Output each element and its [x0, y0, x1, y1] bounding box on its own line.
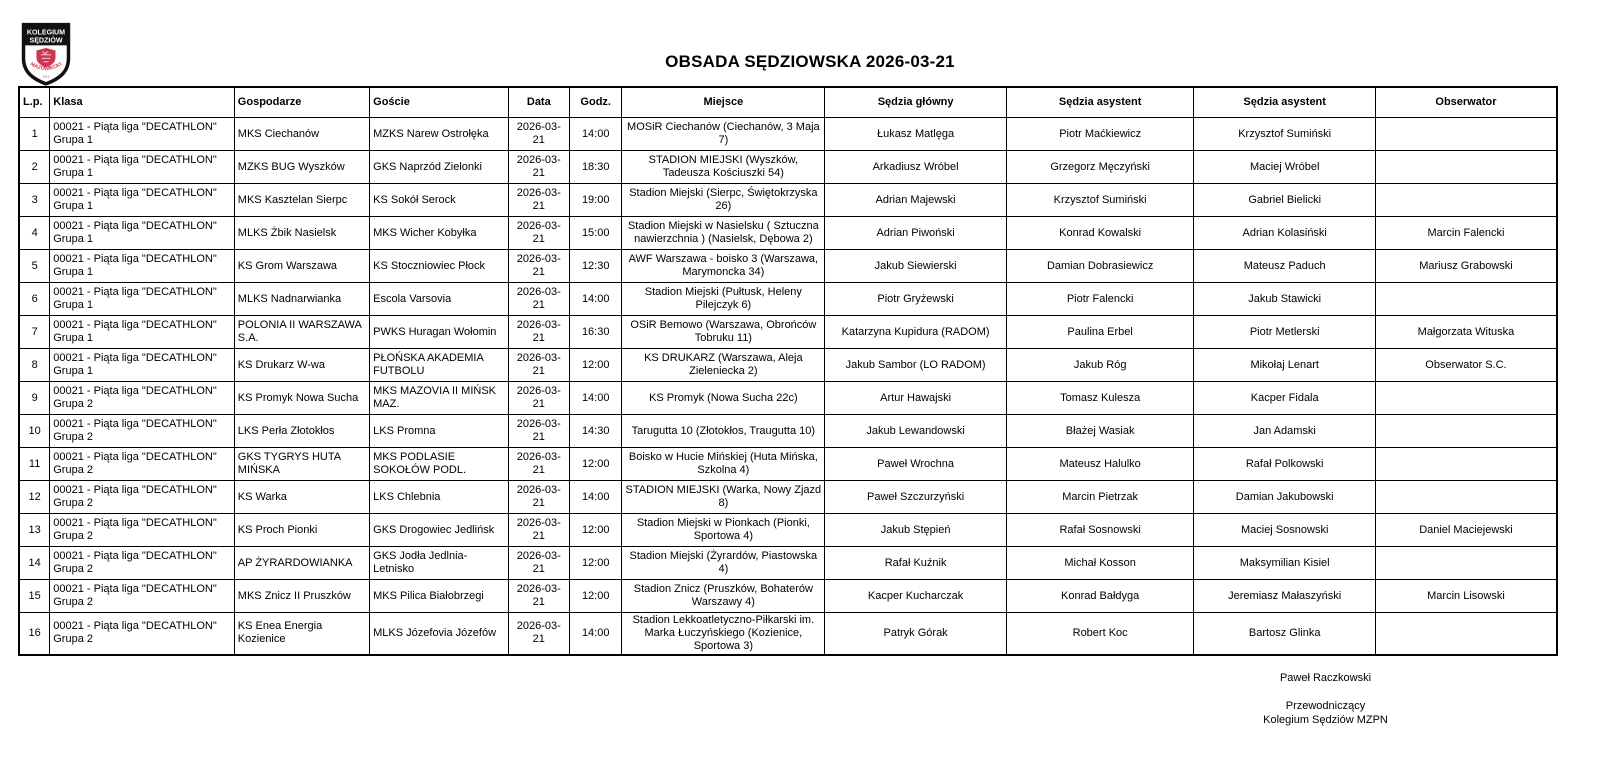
cell-gospodarze: KS Drukarz W-wa: [234, 349, 369, 382]
cell-data: 2026-03-21: [508, 415, 570, 448]
cell-miejsce: MOSiR Ciechanów (Ciechanów, 3 Maja 7): [622, 118, 825, 151]
cell-gospodarze: KS Promyk Nowa Sucha: [234, 382, 369, 415]
cell-obserwator: [1375, 613, 1557, 655]
cell-miejsce: KS DRUKARZ (Warszawa, Aleja Zieleniecka 2): [622, 349, 825, 382]
cell-obserwator: [1375, 448, 1557, 481]
cell-sedzia-asystent-1: Piotr Maćkiewicz: [1006, 118, 1194, 151]
cell-godz: 14:00: [570, 382, 622, 415]
cell-sedzia-glowny: Adrian Majewski: [825, 184, 1006, 217]
column-header-lp: L.p.: [19, 87, 50, 118]
cell-data: 2026-03-21: [508, 481, 570, 514]
cell-lp: 11: [19, 448, 50, 481]
cell-godz: 14:00: [570, 283, 622, 316]
cell-sedzia-glowny: Jakub Siewierski: [825, 250, 1006, 283]
cell-sedzia-asystent-2: Rafał Polkowski: [1194, 448, 1375, 481]
cell-data: 2026-03-21: [508, 547, 570, 580]
cell-sedzia-asystent-2: Jeremiasz Małaszyński: [1194, 580, 1375, 613]
cell-gospodarze: MKS Ciechanów: [234, 118, 369, 151]
cell-godz: 14:00: [570, 481, 622, 514]
cell-obserwator: [1375, 415, 1557, 448]
cell-goscie: LKS Promna: [370, 415, 508, 448]
table-row: [19, 118, 1557, 151]
cell-lp: 12: [19, 481, 50, 514]
cell-sedzia-asystent-1: Konrad Kowalski: [1006, 217, 1194, 250]
table-row: [19, 514, 1557, 547]
cell-obserwator: [1375, 382, 1557, 415]
cell-sedzia-glowny: Adrian Piwoński: [825, 217, 1006, 250]
cell-miejsce: Stadion Miejski (Sierpc, Świętokrzyska 26): [622, 184, 825, 217]
cell-miejsce: Stadion Miejski (Pułtusk, Heleny Pilejczyk 6): [622, 283, 825, 316]
cell-klasa: 00021 - Piąta liga "DECATHLON" Grupa 2: [50, 481, 235, 514]
cell-goscie: MKS PODLASIE SOKOŁÓW PODL.: [370, 448, 508, 481]
table-row: [19, 547, 1557, 580]
column-header-sedzia-asystent-2: Sędzia asystent: [1194, 87, 1375, 118]
logo-curved-text: MAZOWIECKI: [29, 61, 63, 73]
cell-obserwator: Obserwator S.C.: [1375, 349, 1557, 382]
cell-sedzia-asystent-2: Maksymilian Kisiel: [1194, 547, 1375, 580]
cell-sedzia-asystent-2: Mateusz Paduch: [1194, 250, 1375, 283]
cell-sedzia-asystent-2: Piotr Metlerski: [1194, 316, 1375, 349]
cell-sedzia-asystent-2: Adrian Kolasiński: [1194, 217, 1375, 250]
cell-data: 2026-03-21: [508, 448, 570, 481]
table-row: [19, 250, 1557, 283]
cell-klasa: 00021 - Piąta liga "DECATHLON" Grupa 2: [50, 514, 235, 547]
cell-goscie: GKS Naprzód Zielonki: [370, 151, 508, 184]
signer-role-line2: Kolegium Sędziów MZPN: [1263, 713, 1388, 726]
cell-obserwator: [1375, 184, 1557, 217]
cell-gospodarze: MKS Kasztelan Sierpc: [234, 184, 369, 217]
cell-lp: 2: [19, 151, 50, 184]
cell-klasa: 00021 - Piąta liga "DECATHLON" Grupa 1: [50, 151, 235, 184]
cell-gospodarze: MZKS BUG Wyszków: [234, 151, 369, 184]
cell-sedzia-asystent-2: Maciej Wróbel: [1194, 151, 1375, 184]
table-row: [19, 316, 1557, 349]
cell-miejsce: OSiR Bemowo (Warszawa, Obrońców Tobruku 11): [622, 316, 825, 349]
cell-klasa: 00021 - Piąta liga "DECATHLON" Grupa 1: [50, 283, 235, 316]
cell-obserwator: [1375, 151, 1557, 184]
cell-data: 2026-03-21: [508, 283, 570, 316]
cell-obserwator: [1375, 283, 1557, 316]
cell-obserwator: Marcin Falencki: [1375, 217, 1557, 250]
cell-godz: 18:30: [570, 151, 622, 184]
cell-data: 2026-03-21: [508, 349, 570, 382]
cell-miejsce: Stadion Miejski w Pionkach (Pionki, Sportowa 4): [622, 514, 825, 547]
cell-data: 2026-03-21: [508, 514, 570, 547]
logo-text-line2: SĘDZIÓW: [29, 36, 63, 45]
cell-sedzia-asystent-1: Robert Koc: [1006, 613, 1194, 655]
cell-godz: 15:00: [570, 217, 622, 250]
table-row: [19, 184, 1557, 217]
cell-sedzia-asystent-2: Maciej Sosnowski: [1194, 514, 1375, 547]
cell-lp: 4: [19, 217, 50, 250]
cell-sedzia-asystent-1: Jakub Róg: [1006, 349, 1194, 382]
cell-sedzia-glowny: Paweł Szczurzyński: [825, 481, 1006, 514]
table-header-row: [19, 87, 1557, 118]
cell-sedzia-glowny: Patryk Górak: [825, 613, 1006, 655]
cell-godz: 12:00: [570, 547, 622, 580]
cell-data: 2026-03-21: [508, 151, 570, 184]
cell-sedzia-glowny: Katarzyna Kupidura (RADOM): [825, 316, 1006, 349]
cell-data: 2026-03-21: [508, 382, 570, 415]
assignment-table: [18, 86, 1558, 656]
logo-text-line1: KOLEGIUM: [26, 28, 66, 37]
cell-klasa: 00021 - Piąta liga "DECATHLON" Grupa 2: [50, 448, 235, 481]
cell-gospodarze: KS Warka: [234, 481, 369, 514]
cell-goscie: GKS Jodła Jedlnia-Letnisko: [370, 547, 508, 580]
cell-sedzia-asystent-2: Krzysztof Sumiński: [1194, 118, 1375, 151]
cell-gospodarze: POLONIA II WARSZAWA S.A.: [234, 316, 369, 349]
cell-sedzia-asystent-1: Błażej Wasiak: [1006, 415, 1194, 448]
cell-data: 2026-03-21: [508, 250, 570, 283]
cell-sedzia-glowny: Kacper Kucharczak: [825, 580, 1006, 613]
cell-sedzia-glowny: Jakub Lewandowski: [825, 415, 1006, 448]
cell-miejsce: Stadion Miejski (Żyrardów, Piastowska 4): [622, 547, 825, 580]
cell-obserwator: Marcin Lisowski: [1375, 580, 1557, 613]
cell-klasa: 00021 - Piąta liga "DECATHLON" Grupa 2: [50, 547, 235, 580]
cell-lp: 6: [19, 283, 50, 316]
cell-sedzia-glowny: Łukasz Matlęga: [825, 118, 1006, 151]
cell-sedzia-asystent-1: Marcin Pietrzak: [1006, 481, 1194, 514]
cell-lp: 14: [19, 547, 50, 580]
cell-sedzia-asystent-2: Damian Jakubowski: [1194, 481, 1375, 514]
cell-lp: 9: [19, 382, 50, 415]
cell-klasa: 00021 - Piąta liga "DECATHLON" Grupa 1: [50, 118, 235, 151]
cell-gospodarze: MKS Znicz II Pruszków: [234, 580, 369, 613]
cell-data: 2026-03-21: [508, 118, 570, 151]
cell-lp: 1: [19, 118, 50, 151]
table-row: [19, 349, 1557, 382]
cell-godz: 12:00: [570, 580, 622, 613]
cell-gospodarze: LKS Perła Złotokłos: [234, 415, 369, 448]
cell-klasa: 00021 - Piąta liga "DECATHLON" Grupa 1: [50, 316, 235, 349]
cell-godz: 12:30: [570, 250, 622, 283]
cell-goscie: MLKS Józefovia Józefów: [370, 613, 508, 655]
cell-gospodarze: GKS TYGRYS HUTA MIŃSKA: [234, 448, 369, 481]
cell-lp: 3: [19, 184, 50, 217]
cell-sedzia-asystent-2: Kacper Fidala: [1194, 382, 1375, 415]
table-row: [19, 448, 1557, 481]
cell-miejsce: KS Promyk (Nowa Sucha 22c): [622, 382, 825, 415]
page-title: OBSADA SĘDZIOWSKA 2026-03-21: [665, 52, 955, 71]
cell-obserwator: Małgorzata Wituska: [1375, 316, 1557, 349]
cell-godz: 19:00: [570, 184, 622, 217]
cell-sedzia-asystent-2: Gabriel Bielicki: [1194, 184, 1375, 217]
cell-data: 2026-03-21: [508, 316, 570, 349]
table-row: [19, 580, 1557, 613]
cell-miejsce: Stadion Miejski w Nasielsku ( Sztuczna nawierzchnia ) (Nasielsk, Dębowa 2): [622, 217, 825, 250]
cell-sedzia-asystent-2: Jan Adamski: [1194, 415, 1375, 448]
table-row: [19, 415, 1557, 448]
cell-miejsce: Stadion Lekkoatletyczno-Piłkarski im. Marka Łuczyńskiego (Kozienice, Sportowa 3): [622, 613, 825, 655]
cell-sedzia-asystent-2: Mikołaj Lenart: [1194, 349, 1375, 382]
table-row: [19, 382, 1557, 415]
cell-miejsce: Stadion Znicz (Pruszków, Bohaterów Warszawy 4): [622, 580, 825, 613]
cell-lp: 10: [19, 415, 50, 448]
cell-sedzia-glowny: Arkadiusz Wróbel: [825, 151, 1006, 184]
cell-sedzia-glowny: Paweł Wrochna: [825, 448, 1006, 481]
cell-miejsce: STADION MIEJSKI (Warka, Nowy Zjazd 8): [622, 481, 825, 514]
cell-klasa: 00021 - Piąta liga "DECATHLON" Grupa 2: [50, 415, 235, 448]
table-row: [19, 283, 1557, 316]
cell-godz: 12:00: [570, 448, 622, 481]
cell-lp: 7: [19, 316, 50, 349]
cell-gospodarze: MLKS Nadnarwianka: [234, 283, 369, 316]
column-header-obserwator: Obserwator: [1375, 87, 1557, 118]
cell-sedzia-asystent-2: Jakub Stawicki: [1194, 283, 1375, 316]
cell-sedzia-asystent-1: Krzysztof Sumiński: [1006, 184, 1194, 217]
column-header-godz: Godz.: [570, 87, 622, 118]
cell-sedzia-glowny: Jakub Stępień: [825, 514, 1006, 547]
cell-klasa: 00021 - Piąta liga "DECATHLON" Grupa 1: [50, 250, 235, 283]
cell-obserwator: Daniel Maciejewski: [1375, 514, 1557, 547]
cell-gospodarze: KS Enea Energia Kozienice: [234, 613, 369, 655]
cell-godz: 14:00: [570, 613, 622, 655]
cell-data: 2026-03-21: [508, 580, 570, 613]
cell-obserwator: Mariusz Grabowski: [1375, 250, 1557, 283]
signer-role-line1: Przewodniczący: [1285, 699, 1366, 712]
column-header-klasa: Klasa: [50, 87, 235, 118]
cell-lp: 15: [19, 580, 50, 613]
cell-goscie: MKS Wicher Kobyłka: [370, 217, 508, 250]
cell-klasa: 00021 - Piąta liga "DECATHLON" Grupa 2: [50, 382, 235, 415]
cell-sedzia-asystent-1: Konrad Bałdyga: [1006, 580, 1194, 613]
cell-data: 2026-03-21: [508, 184, 570, 217]
cell-lp: 5: [19, 250, 50, 283]
cell-gospodarze: AP ŻYRARDOWIANKA: [234, 547, 369, 580]
cell-miejsce: STADION MIEJSKI (Wyszków, Tadeusza Kościuszki 54): [622, 151, 825, 184]
cell-klasa: 00021 - Piąta liga "DECATHLON" Grupa 1: [50, 349, 235, 382]
cell-sedzia-asystent-1: Michał Kosson: [1006, 547, 1194, 580]
cell-sedzia-asystent-1: Paulina Erbel: [1006, 316, 1194, 349]
column-header-gospodarze: Gospodarze: [234, 87, 369, 118]
cell-sedzia-asystent-1: Tomasz Kulesza: [1006, 382, 1194, 415]
cell-goscie: MZKS Narew Ostrołęka: [370, 118, 508, 151]
cell-lp: 13: [19, 514, 50, 547]
cell-goscie: KS Stoczniowiec Płock: [370, 250, 508, 283]
cell-goscie: Escola Varsovia: [370, 283, 508, 316]
column-header-sedzia-glowny: Sędzia główny: [825, 87, 1006, 118]
cell-data: 2026-03-21: [508, 217, 570, 250]
cell-goscie: PŁOŃSKA AKADEMIA FUTBOLU: [370, 349, 508, 382]
cell-sedzia-glowny: Piotr Gryżewski: [825, 283, 1006, 316]
cell-klasa: 00021 - Piąta liga "DECATHLON" Grupa 1: [50, 217, 235, 250]
column-header-miejsce: Miejsce: [622, 87, 825, 118]
table-header: [19, 87, 1557, 118]
cell-sedzia-asystent-1: Rafał Sosnowski: [1006, 514, 1194, 547]
table-row: [19, 481, 1557, 514]
cell-miejsce: Boisko w Hucie Mińskiej (Huta Mińska, Szkolna 4): [622, 448, 825, 481]
column-header-goscie: Goście: [370, 87, 508, 118]
assignment-table-wrap: [18, 86, 1558, 656]
cell-klasa: 00021 - Piąta liga "DECATHLON" Grupa 2: [50, 613, 235, 655]
cell-obserwator: [1375, 118, 1557, 151]
cell-godz: 14:30: [570, 415, 622, 448]
cell-gospodarze: MLKS Żbik Nasielsk: [234, 217, 369, 250]
cell-sedzia-asystent-1: Grzegorz Męczyński: [1006, 151, 1194, 184]
cell-lp: 16: [19, 613, 50, 655]
cell-miejsce: Tarugutta 10 (Złotokłos, Traugutta 10): [622, 415, 825, 448]
signer-name: Paweł Raczkowski: [1279, 672, 1372, 684]
cell-miejsce: AWF Warszawa - boisko 3 (Warszawa, Marymoncka 34): [622, 250, 825, 283]
cell-sedzia-asystent-2: Bartosz Glinka: [1194, 613, 1375, 655]
svg-text:1919: 1919: [42, 74, 50, 79]
column-header-data: Data: [508, 87, 570, 118]
cell-goscie: MKS Pilica Białobrzegi: [370, 580, 508, 613]
cell-goscie: LKS Chlebnia: [370, 481, 508, 514]
table-row: [19, 613, 1557, 655]
cell-gospodarze: KS Grom Warszawa: [234, 250, 369, 283]
cell-sedzia-glowny: Rafał Kuźnik: [825, 547, 1006, 580]
table-row: [19, 217, 1557, 250]
cell-lp: 8: [19, 349, 50, 382]
cell-godz: 12:00: [570, 349, 622, 382]
cell-goscie: MKS MAZOVIA II MIŃSK MAZ.: [370, 382, 508, 415]
signature-block: [1218, 672, 1433, 727]
table-body: [19, 118, 1557, 655]
cell-data: 2026-03-21: [508, 613, 570, 655]
cell-obserwator: [1375, 547, 1557, 580]
cell-klasa: 00021 - Piąta liga "DECATHLON" Grupa 2: [50, 580, 235, 613]
cell-godz: 16:30: [570, 316, 622, 349]
cell-sedzia-asystent-1: Mateusz Halulko: [1006, 448, 1194, 481]
cell-klasa: 00021 - Piąta liga "DECATHLON" Grupa 1: [50, 184, 235, 217]
cell-sedzia-asystent-1: Piotr Falencki: [1006, 283, 1194, 316]
cell-goscie: GKS Drogowiec Jedlińsk: [370, 514, 508, 547]
cell-godz: 12:00: [570, 514, 622, 547]
cell-goscie: PWKS Huragan Wołomin: [370, 316, 508, 349]
cell-goscie: KS Sokół Serock: [370, 184, 508, 217]
table-row: [19, 151, 1557, 184]
cell-obserwator: [1375, 481, 1557, 514]
cell-sedzia-glowny: Artur Hawajski: [825, 382, 1006, 415]
cell-godz: 14:00: [570, 118, 622, 151]
cell-sedzia-asystent-1: Damian Dobrasiewicz: [1006, 250, 1194, 283]
cell-sedzia-glowny: Jakub Sambor (LO RADOM): [825, 349, 1006, 382]
column-header-sedzia-asystent-1: Sędzia asystent: [1006, 87, 1194, 118]
cell-gospodarze: KS Proch Pionki: [234, 514, 369, 547]
